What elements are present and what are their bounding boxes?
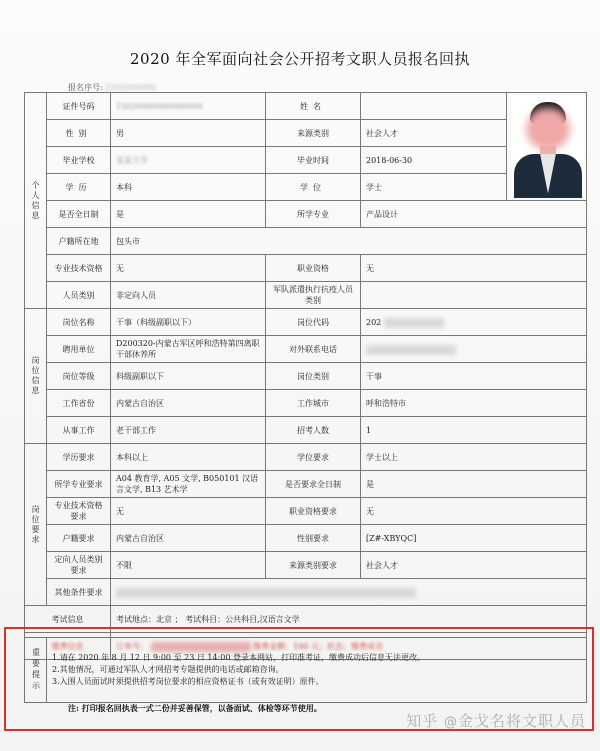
gender-req-value: [Z#-XBYQC]	[361, 525, 587, 552]
directed-req-label: 定向人员类别要求	[47, 552, 111, 579]
tech-req-value: 无	[111, 498, 266, 525]
school-label: 毕业学校	[47, 147, 111, 174]
tech-cert-label: 专业技术资格	[47, 255, 111, 282]
name-value	[361, 93, 507, 120]
watermark-site: 知乎	[406, 712, 439, 730]
work-prov-value: 内蒙古自治区	[111, 390, 266, 417]
payment-value: 订单号：	[116, 641, 148, 651]
tech-cert-value: 无	[111, 255, 266, 282]
fulltime-value: 是	[111, 201, 266, 228]
quota-value: 1	[361, 417, 587, 444]
degree-req-value: 学士以上	[361, 444, 587, 471]
payment-tail: 缴费金额：100 元；状态：缴费成功	[253, 641, 383, 651]
major-label: 所学专业	[266, 201, 361, 228]
directed-req-value: 不限	[111, 552, 266, 579]
hukou-req-value: 内蒙古自治区	[111, 525, 266, 552]
employer-label: 聘用单位	[47, 336, 111, 363]
watermark-at: @	[443, 715, 458, 730]
photo-cell	[507, 93, 587, 201]
grad-time-value: 2018-06-30	[361, 147, 507, 174]
military-label: 军队派遣执行抗疫人员类别	[266, 282, 361, 309]
level-label: 岗位等级	[47, 363, 111, 390]
hukou-req-label: 户籍要求	[47, 525, 111, 552]
post-code-label: 岗位代码	[266, 309, 361, 336]
source-req-value: 社会人才	[361, 552, 587, 579]
gender-label: 性别	[65, 128, 92, 138]
registration-table	[24, 92, 587, 660]
military-value	[361, 282, 587, 309]
fulltime-req-value: 是	[361, 471, 587, 498]
id-label: 证件号码	[47, 93, 111, 120]
note-item-2: 2.其他情况，可通过军队人才网招考专题提供的电话或邮箱咨询。	[52, 665, 284, 674]
fulltime-req-label: 是否要求全日制	[266, 471, 361, 498]
notes-section: 重要提示	[25, 638, 47, 703]
section-requirements: 岗位要求	[25, 444, 47, 606]
serial-label: 报名序号:	[68, 83, 103, 92]
quota-label: 招考人数	[266, 417, 361, 444]
person-type-value: 非定向人员	[111, 282, 266, 309]
duty-value: 老干部工作	[111, 417, 266, 444]
job-req-value: 无	[361, 498, 587, 525]
exam-label: 考试信息	[25, 606, 111, 633]
source-req-label: 来源类别要求	[266, 552, 361, 579]
work-city-value: 呼和浩特市	[361, 390, 587, 417]
other-req-label: 其他条件要求	[47, 579, 111, 606]
person-type-label: 人员类别	[47, 282, 111, 309]
footer-note: 注: 打印报名回执表一式二份并妥善保管，以备面试、体检等环节使用。	[68, 703, 322, 713]
page-title: 2020 年全军面向社会公开招考文职人员报名回执	[130, 50, 470, 68]
work-prov-label: 工作省份	[47, 390, 111, 417]
name-label: 姓名	[300, 101, 326, 111]
other-req-value	[116, 588, 416, 598]
degree-req-label: 学位要求	[266, 444, 361, 471]
education-label: 学历	[65, 182, 92, 192]
education-value: 本科	[111, 174, 266, 201]
note-item-1: 1.请在 2020 年 8 月 12 日 9:00 至 23 日 14:00 登录本网站，打印准考证，缴费成功后信息无法更改。	[52, 653, 425, 662]
source-label: 来源类别	[266, 120, 361, 147]
payment-label: 缴费信息	[51, 641, 84, 651]
contact-value	[366, 345, 456, 355]
id-value: 15020000000000000	[116, 101, 203, 111]
job-req-label: 职业资格要求	[266, 498, 361, 525]
edu-req-label: 学历要求	[47, 444, 111, 471]
post-type-value: 干事	[361, 363, 587, 390]
tech-req-label: 专业技术资格要求	[47, 498, 111, 525]
hukou-label: 户籍所在地	[47, 228, 111, 255]
section-personal: 个人信息	[25, 93, 47, 309]
work-city-label: 工作城市	[266, 390, 361, 417]
zhihu-watermark	[406, 710, 586, 731]
post-code-value: 202	[366, 317, 382, 327]
major-req-value: A04 教育学, A05 文学, B050101 汉语言文学, B13 艺术学	[111, 471, 266, 498]
serial-value: 2202000000	[104, 83, 156, 92]
section-post: 岗位信息	[25, 309, 47, 444]
school-value: 某某大学	[116, 155, 148, 165]
hukou-value: 包头市	[111, 228, 587, 255]
job-cert-value: 无	[361, 255, 587, 282]
major-req-label: 所学专业要求	[47, 471, 111, 498]
source-value: 社会人才	[361, 120, 507, 147]
major-value: 产品设计	[361, 201, 587, 228]
fulltime-label: 是否全日制	[47, 201, 111, 228]
job-cert-label: 职业资格	[266, 255, 361, 282]
duty-label: 从事工作	[47, 417, 111, 444]
post-type-label: 岗位类别	[266, 363, 361, 390]
level-value: 科级副职以下	[111, 363, 266, 390]
post-name-label: 岗位名称	[47, 309, 111, 336]
degree-label: 学位	[300, 182, 326, 192]
grad-time-label: 毕业时间	[266, 147, 361, 174]
contact-label: 对外联系电话	[266, 336, 361, 363]
exam-value: 考试地点：北京 ； 考试科目：公共科目,汉语言文学	[111, 606, 587, 633]
employer-value: D200320-内蒙古军区呼和浩特第四离职干部休养所	[111, 336, 266, 363]
edu-req-value: 本科以上	[111, 444, 266, 471]
note-item-3: 3.入围人员面试时须提供招考岗位要求的相应资格证书（或有效证明）原件。	[52, 677, 324, 686]
gender-req-label: 性别要求	[266, 525, 361, 552]
watermark-author: 金戈名将文职人员	[457, 712, 586, 730]
degree-value: 学士	[361, 174, 507, 201]
gender-value: 男	[111, 120, 266, 147]
post-name-value: 干事（科级副职以下）	[111, 309, 266, 336]
applicant-photo	[512, 96, 584, 198]
